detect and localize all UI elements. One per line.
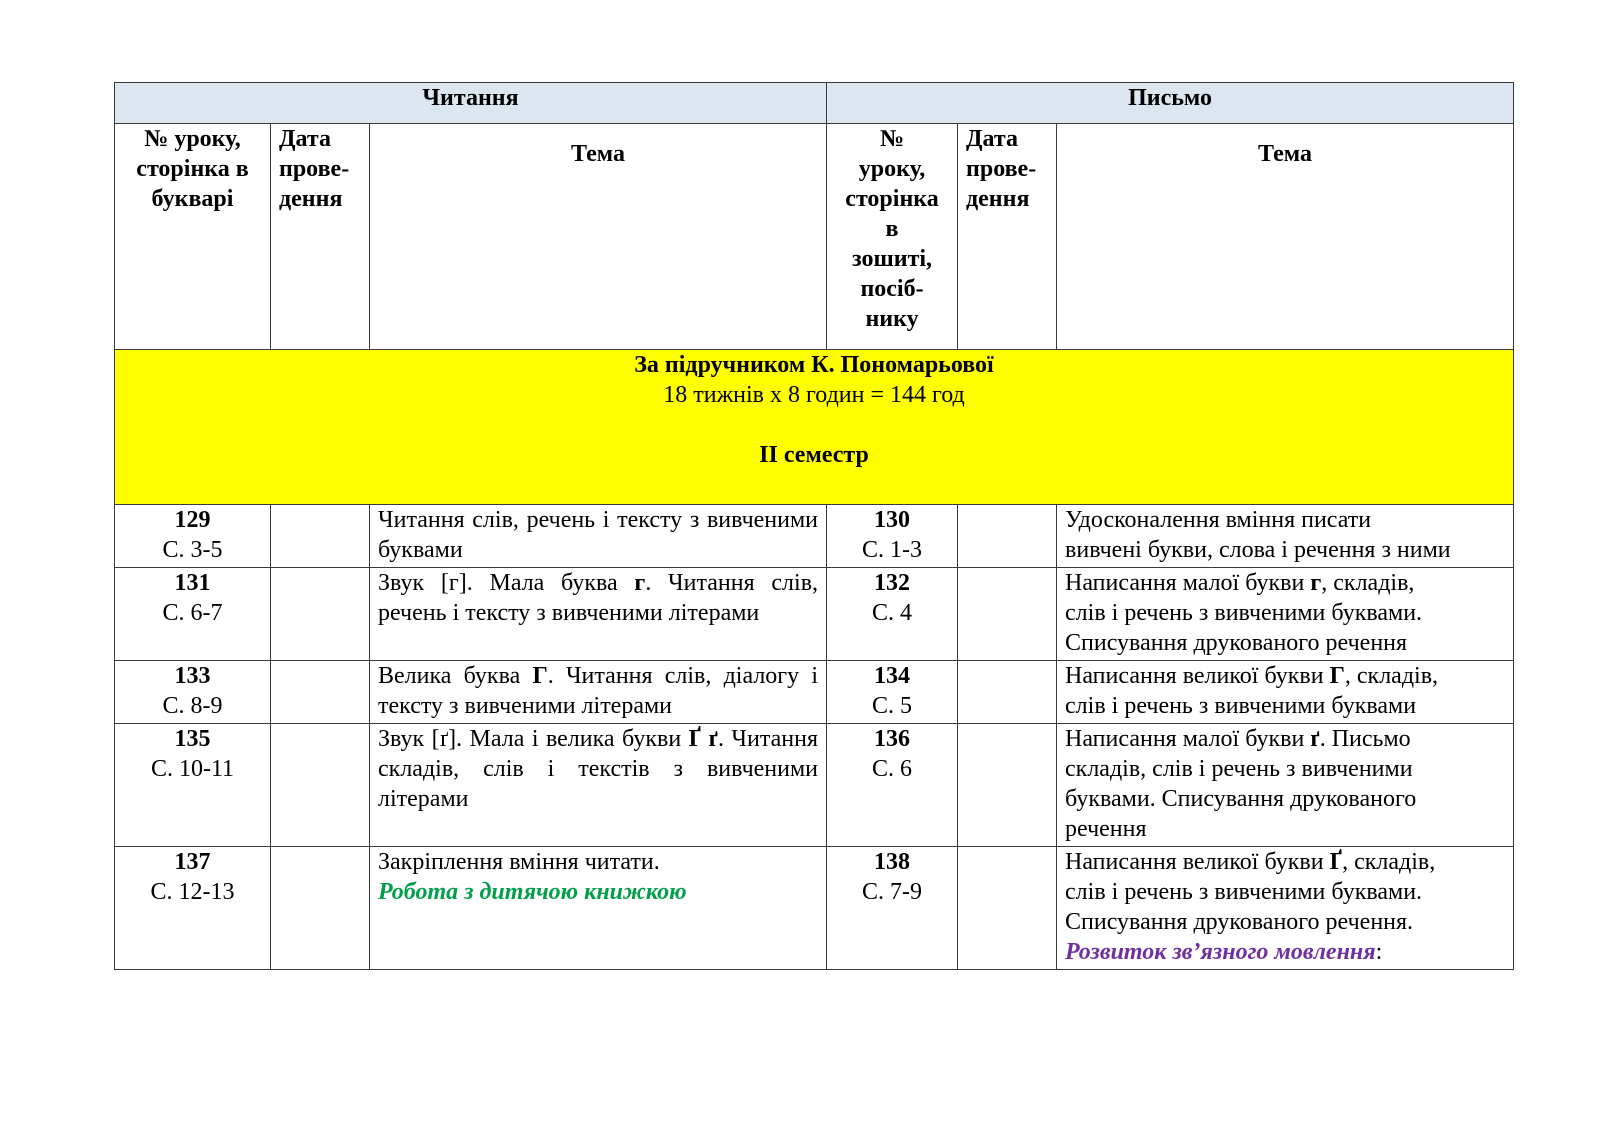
theme-text: , складів, (1342, 849, 1436, 875)
reading-lesson-number: 135 (174, 726, 211, 752)
banner-semester: ІІ семестр (759, 442, 869, 468)
theme-text: . Читання складів, слів і текстів з вивченими літерами (378, 726, 819, 812)
reading-page: С. 3-5 (162, 537, 223, 563)
writing-date-cell (958, 505, 1057, 568)
writing-theme-cell (1057, 847, 1514, 970)
theme-letter: ґ (1310, 726, 1320, 752)
header-text: букварі (151, 186, 234, 212)
writing-theme-cell (1057, 505, 1514, 568)
table-row (115, 661, 1514, 724)
header-text: прове- (279, 156, 350, 182)
reading-lesson-cell (115, 568, 271, 661)
header-text: сторінка в (136, 156, 249, 182)
writing-date-cell (958, 847, 1057, 970)
theme-text: Звук [г]. Мала буква (378, 570, 635, 596)
theme-text: вивчені букви, слова і речення з ними (1065, 537, 1451, 563)
table-row (115, 724, 1514, 847)
header-text: посіб- (860, 276, 924, 302)
highlight-speech-development: Розвиток зв’язного мовлення (1065, 939, 1376, 965)
section-writing: Письмо (827, 83, 1514, 124)
reading-page: С. 12-13 (150, 879, 235, 905)
header-writing-lesson-number (827, 124, 958, 350)
reading-lesson-cell (115, 847, 271, 970)
theme-text: , складів, (1321, 570, 1415, 596)
writing-lesson-cell (827, 847, 958, 970)
theme-text: Велика буква (378, 663, 533, 689)
writing-theme-cell (1057, 724, 1514, 847)
reading-theme-cell (370, 724, 827, 847)
theme-text: . Читання слів, речень і тексту з вивченими літерами (378, 570, 819, 626)
writing-lesson-cell (827, 505, 958, 568)
writing-lesson-number: 130 (874, 507, 911, 533)
theme-letter: г (634, 570, 646, 596)
theme-text: буквами. Списування друкованого (1065, 786, 1417, 812)
reading-lesson-number: 131 (174, 570, 211, 596)
banner-hours: 18 тижнів х 8 годин = 144 год (663, 382, 965, 408)
reading-date-cell (271, 724, 370, 847)
header-text: прове- (966, 156, 1037, 182)
theme-text: : (1375, 939, 1383, 965)
theme-letter: Ґ (1329, 849, 1343, 875)
writing-theme-cell (1057, 661, 1514, 724)
header-text: сторінка (845, 186, 939, 212)
banner-title: За підручником К. Пономарьової (634, 352, 994, 378)
reading-theme-cell (370, 661, 827, 724)
theme-text: , складів, (1344, 663, 1439, 689)
theme-text: Удосконалення вміння писати (1065, 507, 1372, 533)
theme-text: Написання малої букви (1065, 726, 1311, 752)
writing-date-cell (958, 724, 1057, 847)
header-reading-theme: Тема (370, 124, 827, 350)
reading-lesson-cell (115, 724, 271, 847)
header-text: дення (966, 186, 1030, 212)
theme-text: слів і речень з вивченими буквами. (1065, 879, 1423, 905)
header-text: № уроку, (144, 126, 241, 152)
reading-lesson-number: 133 (174, 663, 211, 689)
theme-text: Закріплення вміння читати. (378, 849, 660, 875)
reading-date-cell (271, 847, 370, 970)
section-header-row (115, 83, 1514, 124)
highlight-children-book: Робота з дитячою книжкою (378, 879, 687, 905)
reading-lesson-number: 129 (174, 507, 211, 533)
writing-page: С. 6 (872, 756, 913, 782)
reading-lesson-cell (115, 505, 271, 568)
writing-page: С. 7-9 (862, 879, 923, 905)
writing-theme-cell (1057, 568, 1514, 661)
theme-letter: Г (1329, 663, 1345, 689)
theme-text: Написання малої букви (1065, 570, 1311, 596)
writing-date-cell (958, 568, 1057, 661)
header-reading-date (271, 124, 370, 350)
theme-text: . Читання слів, діалогу і тексту з вивченими літерами (378, 663, 819, 719)
theme-letter: Ґ ґ (688, 726, 718, 752)
header-writing-theme: Тема (1057, 124, 1514, 350)
theme-text: . Письмо (1319, 726, 1411, 752)
header-text: в (885, 216, 899, 242)
reading-date-cell (271, 568, 370, 661)
header-writing-date (958, 124, 1057, 350)
header-text: зошиті, (851, 246, 933, 272)
writing-page: С. 5 (872, 693, 913, 719)
header-text: Дата (279, 126, 331, 152)
writing-date-cell (958, 661, 1057, 724)
reading-page: С. 10-11 (150, 756, 235, 782)
writing-page: С. 1-3 (862, 537, 923, 563)
section-reading: Читання (115, 83, 827, 124)
theme-text: слів і речень з вивченими буквами. (1065, 600, 1423, 626)
writing-lesson-cell (827, 661, 958, 724)
reading-date-cell (271, 661, 370, 724)
table-row (115, 847, 1514, 970)
theme-text: Звук [ґ]. Мала і велика букви (378, 726, 689, 752)
header-reading-lesson-number (115, 124, 271, 350)
header-text: Дата (966, 126, 1018, 152)
theme-text: речення (1065, 816, 1147, 842)
header-text: уроку, (858, 156, 926, 182)
writing-lesson-number: 138 (874, 849, 911, 875)
reading-date-cell (271, 505, 370, 568)
writing-lesson-number: 136 (874, 726, 911, 752)
reading-page: С. 8-9 (162, 693, 223, 719)
lesson-plan-table (114, 82, 1514, 970)
theme-text: Читання слів, речень і тексту з вивченими буквами (378, 507, 819, 563)
textbook-banner (115, 350, 1514, 505)
header-text: дення (279, 186, 343, 212)
reading-page: С. 6-7 (162, 600, 223, 626)
header-text: нику (865, 306, 919, 332)
theme-letter: Г (532, 663, 548, 689)
reading-theme-cell (370, 847, 827, 970)
theme-text: Списування друкованого речення. (1065, 909, 1414, 935)
theme-text: Списування друкованого речення (1065, 630, 1408, 656)
writing-lesson-cell (827, 568, 958, 661)
theme-text: Написання великої букви (1065, 663, 1330, 689)
table-row (115, 505, 1514, 568)
writing-lesson-number: 132 (874, 570, 911, 596)
theme-letter: г (1310, 570, 1322, 596)
column-header-row (115, 124, 1514, 350)
reading-lesson-number: 137 (174, 849, 211, 875)
reading-theme-cell (370, 505, 827, 568)
writing-lesson-cell (827, 724, 958, 847)
table-row (115, 568, 1514, 661)
theme-text: слів і речень з вивченими буквами (1065, 693, 1417, 719)
theme-text: Написання великої букви (1065, 849, 1330, 875)
writing-page: С. 4 (872, 600, 913, 626)
writing-lesson-number: 134 (874, 663, 911, 689)
header-text: № (879, 126, 905, 152)
theme-text: складів, слів і речень з вивченими (1065, 756, 1413, 782)
reading-theme-cell (370, 568, 827, 661)
textbook-banner-row (115, 350, 1514, 505)
reading-lesson-cell (115, 661, 271, 724)
